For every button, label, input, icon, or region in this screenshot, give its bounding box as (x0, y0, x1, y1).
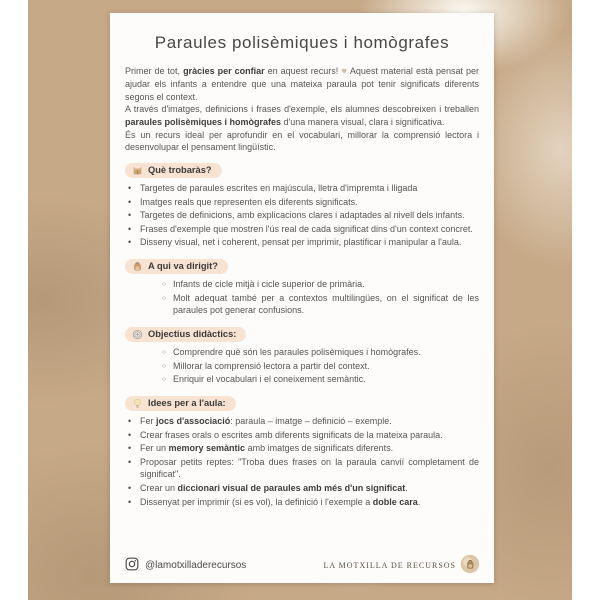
list-item (128, 223, 479, 236)
section-target-audience (125, 250, 479, 317)
text-run: en aquest recurs! (264, 66, 342, 76)
bullet-marker: • (128, 183, 132, 194)
list-item-text: Frases d'exemple que mostren l'ús real de cada significat dins d'un context concret. (140, 223, 473, 234)
heart-icon: ♥ (341, 66, 348, 77)
bullet-list (162, 346, 479, 386)
text-run-bold: diccionari visual de paraules amb més d'un significat (177, 482, 406, 493)
list-item (128, 209, 479, 222)
bullet-list (128, 182, 479, 249)
list-item (162, 292, 479, 317)
section-pill (125, 396, 236, 411)
text-run: : paraula – imatge – definició – exemple. (230, 416, 392, 427)
brand-logo-icon (459, 553, 481, 577)
list-item-text: Infants de cicle mitjà i cicle superior de primària. (173, 279, 365, 290)
bullet-list (162, 278, 479, 317)
text-run: . (417, 496, 421, 507)
text-run: Primer de tot, (125, 66, 184, 76)
text-run-bold: paraules polisèmiques i homògrafes (125, 117, 282, 128)
bullet-marker: ○ (162, 349, 166, 357)
text-run: Proposar petits reptes: "Troba dues frases on la paraula canviï completament de significat". (140, 456, 479, 480)
footer (125, 553, 481, 577)
text-run: Aquest material està pensat per ajudar els infants a entendre que una mateixa paraula pot tenir significats diferents segons el context. (125, 66, 480, 102)
page-title: Paraules polisèmiques i homògrafes (154, 33, 450, 52)
brand-credit (323, 553, 481, 577)
text-run-bold: memory semàntic (168, 443, 246, 454)
text-run: . (405, 482, 408, 493)
text-run: Crear frases orals o escrites amb diferents significats de la mateixa paraula. (140, 429, 443, 440)
bullet-marker: • (128, 416, 132, 427)
list-item-text: Millorar la comprensió lectora a partir del context. (173, 360, 370, 371)
bullet-marker: • (128, 237, 132, 248)
section-heading: A qui va dirigit? (148, 260, 218, 271)
list-item-text (140, 456, 479, 481)
list-item-text (140, 429, 479, 442)
list-item (128, 429, 479, 442)
bullet-marker: • (128, 210, 132, 221)
text-run: Fer (140, 416, 157, 427)
bullet-marker: • (128, 456, 132, 467)
list-item (128, 456, 479, 481)
bullet-list (128, 415, 479, 508)
text-run-bold: gràcies per confiar (183, 66, 265, 76)
document-card (110, 13, 494, 583)
list-item-text: Targetes de definicions, amb explicacions clares i adaptades al nivell dels infants. (140, 210, 465, 221)
list-item-text (140, 496, 479, 509)
section-pill (125, 163, 222, 178)
list-item (162, 346, 479, 359)
list-item (128, 482, 479, 495)
list-item-text: Targetes de paraules escrites en majúscula, lletra d'impremta i lligada (140, 183, 418, 194)
list-item (128, 236, 479, 249)
bullet-marker: ○ (162, 281, 166, 289)
list-item-text (140, 482, 479, 495)
instagram-icon (125, 557, 139, 574)
section-heading: Què trobaràs? (148, 164, 212, 175)
list-item (162, 278, 479, 291)
section-pill (125, 259, 228, 274)
bullet-marker: • (128, 443, 132, 454)
box-icon (132, 165, 143, 176)
list-item (128, 442, 479, 455)
bullet-marker: • (128, 196, 132, 207)
text-run: Fer un (140, 443, 169, 454)
list-item-text: Comprendre què són les paraules polisèmiques i homògrafes. (173, 347, 421, 358)
text-run-bold: doble cara (372, 496, 418, 507)
intro-paragraph-2 (125, 103, 479, 128)
bullet-marker: ○ (162, 376, 166, 384)
section-learning-objectives (125, 318, 479, 386)
list-item (128, 496, 479, 509)
section-heading: Objectius didàctics: (148, 328, 237, 339)
bullet-marker: ○ (162, 362, 166, 370)
bullet-marker: • (128, 482, 132, 493)
text-run: Crear un (140, 482, 178, 493)
list-item-text (140, 442, 479, 455)
bullet-marker: • (128, 429, 132, 440)
instagram-handle: @lamotxilladerecursos (145, 559, 247, 571)
intro-paragraph-3: És un recurs ideal per aprofundir en el vocabulari, millorar la comprensió lectora i desenvolupar el pensament lingüístic. (125, 129, 479, 153)
list-item (128, 415, 479, 428)
list-item-text: Imatges reals que representen els diferents significats. (140, 196, 358, 207)
list-item (162, 373, 479, 386)
section-heading: Idees per a l'aula: (148, 397, 226, 408)
text-run: d'una manera visual, clara i significativa. (281, 117, 445, 128)
brand-name: LA MOTXILLA DE RECURSOS (323, 560, 456, 570)
target-icon (132, 329, 143, 340)
bulb-icon (132, 398, 143, 409)
section-classroom-ideas (125, 387, 479, 508)
list-item-text: Disseny visual, net i coherent, pensat per imprimir, plastificar i manipular a l'aula. (140, 237, 462, 248)
list-item-text: Molt adequat també per a contextos multilingües, on el significat de les paraules pot generar confusions. (173, 292, 479, 316)
list-item-text (140, 415, 479, 428)
list-item (128, 182, 479, 195)
list-item (128, 196, 479, 209)
bullet-marker: ○ (162, 294, 166, 302)
section-pill (125, 327, 246, 342)
backpack-icon (132, 261, 143, 272)
list-item-text: Enriquir el vocabulari i el coneixement semàntic. (173, 374, 366, 385)
bullet-marker: • (128, 496, 132, 507)
instagram-credit (125, 557, 246, 574)
section-what-you-will-find (125, 154, 479, 249)
text-run-bold: jocs d'associació (156, 416, 231, 427)
intro-paragraph-1 (125, 65, 479, 103)
text-run: amb imatges de significats diferents. (245, 443, 394, 454)
list-item (162, 360, 479, 373)
bullet-marker: • (128, 223, 132, 234)
text-run: Dissenyat per imprimir (si es vol), la definició i l'exemple a (140, 496, 373, 507)
text-run: A través d'imatges, definicions i frases d'exemple, els alumnes descobreixen i treballen (125, 104, 479, 115)
